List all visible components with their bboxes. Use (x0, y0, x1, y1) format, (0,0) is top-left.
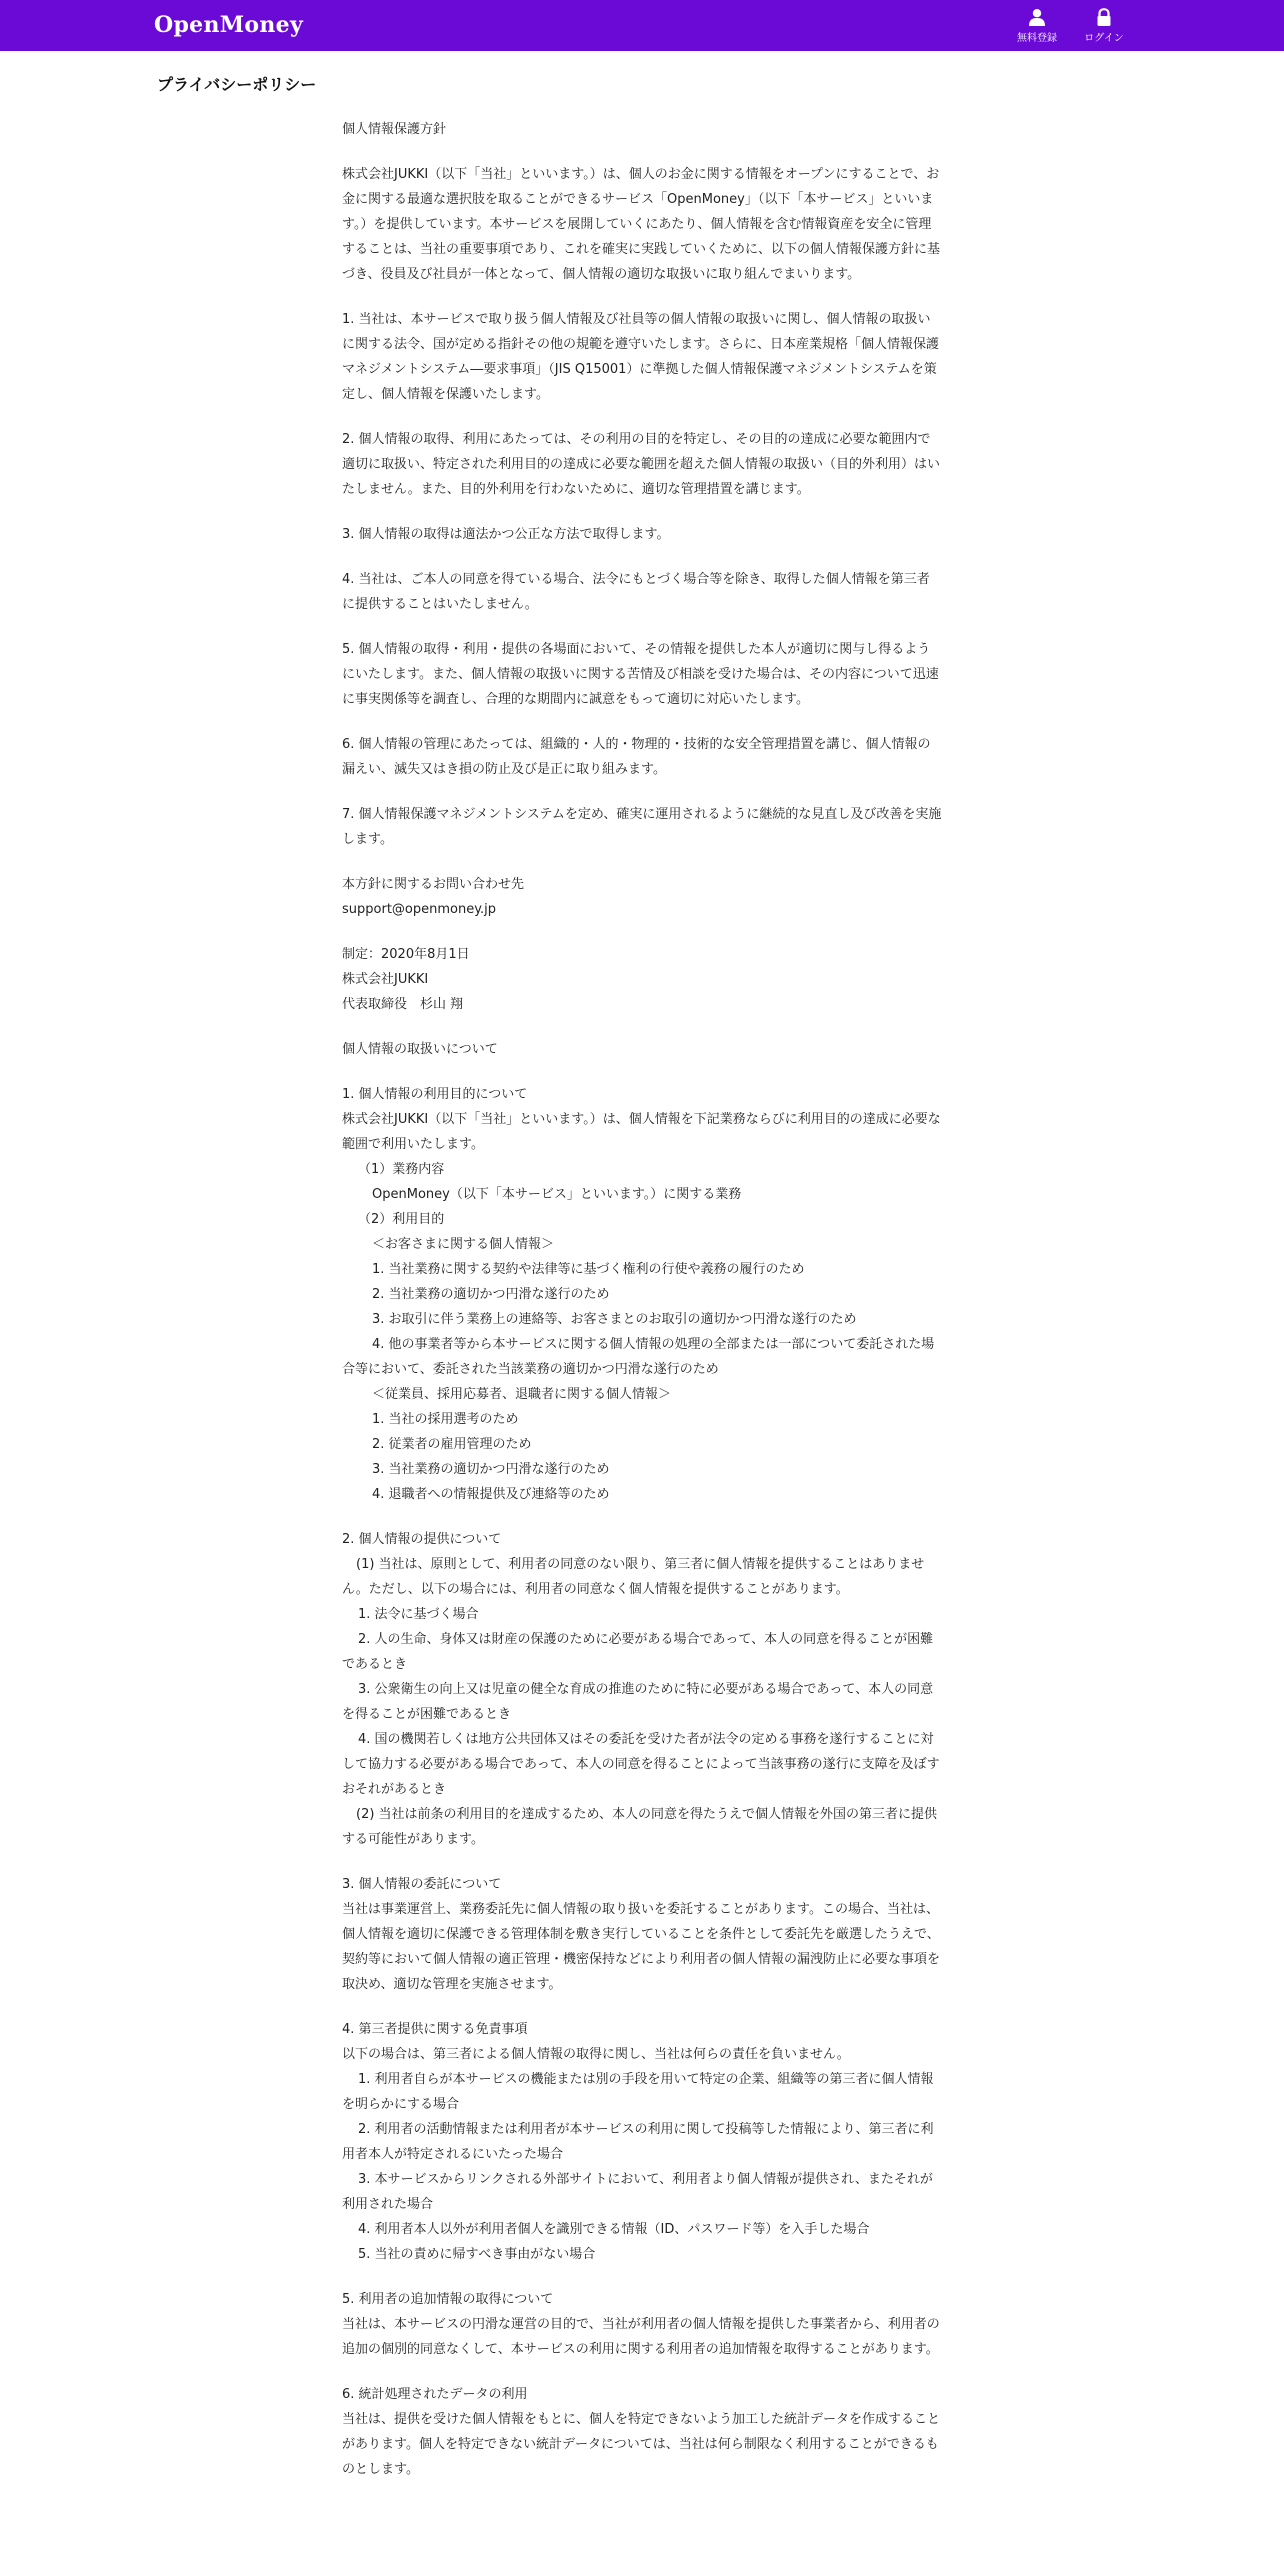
section-purpose (342, 1082, 942, 1507)
contact-email[interactable]: support@openmoney.jp (342, 902, 497, 917)
policy-item: 6. 個人情報の管理にあたっては、組織的・人的・物理的・技術的な安全管理措置を講じ、個人情報の漏えい、滅失又はき損の防止及び是正に取り組みます。 (342, 737, 931, 777)
section-outsourcing (342, 1872, 942, 1997)
section-body: 当社は、本サービスの円滑な運営の目的で、当社が利用者の個人情報を提供した事業者から、利用者の追加の個別的同意なくして、本サービスの利用に関する利用者の追加情報を取得することがあります。 (342, 2317, 940, 2357)
company-name: 株式会社JUKKI (342, 972, 429, 987)
section-title: 6. 統計処理されたデータの利用 (342, 2387, 528, 2402)
list-item: 2. 従業者の雇用管理のため (372, 1437, 532, 1452)
user-icon (1009, 8, 1065, 26)
policy-content (342, 117, 942, 2502)
customer-label: ＜お客さまに関する個人情報＞ (372, 1237, 555, 1252)
section-intro: 株式会社JUKKI（以下「当社」といいます。）は、個人情報を下記業務ならびに利用目的の達成に必要な範囲で利用いたします。 (342, 1112, 941, 1152)
signup-button[interactable] (1009, 8, 1065, 44)
list-item: 3. 本サービスからリンクされる外部サイトにおいて、利用者より個人情報が提供され、またそれが利用された場合 (342, 2172, 933, 2212)
list-item: 3. お取引に伴う業務上の連絡等、お客さまとのお取引の適切かつ円滑な遂行のため (372, 1312, 857, 1327)
section-title: 5. 利用者の追加情報の取得について (342, 2292, 554, 2307)
logo[interactable]: OpenMoney (154, 12, 304, 38)
policy-item: 5. 個人情報の取得・利用・提供の各場面において、その情報を提供した本人が適切に関与し得るようにいたします。また、個人情報の取扱いに関する苦情及び相談を受けた場合は、その内容について迅速に事実関係等を調査し、合理的な期間内に誠意をもって適切に対応いたします。 (342, 642, 939, 707)
list-item: 2. 利用者の活動情報または利用者が本サービスの利用に関して投稿等した情報により、第三者に利用者本人が特定されるにいたった場合 (342, 2122, 934, 2162)
list-item: 1. 法令に基づく場合 (358, 1607, 479, 1622)
top-navbar (0, 0, 1284, 51)
list-item: 3. 当社業務の適切かつ円滑な遂行のため (372, 1462, 610, 1477)
section-paragraph: (1) 当社は、原則として、利用者の同意のない限り、第三者に個人情報を提供することはありません。ただし、以下の場合には、利用者の同意なく個人情報を提供することがあります。 (342, 1557, 925, 1597)
established-date: 制定：2020年8月1日 (342, 947, 470, 962)
section-disclaimer (342, 2017, 942, 2267)
list-item: 2. 当社業務の適切かつ円滑な遂行のため (372, 1287, 610, 1302)
handling-heading: 個人情報の取扱いについて (342, 1042, 498, 1057)
section-title: 4. 第三者提供に関する免責事項 (342, 2022, 528, 2037)
policy-item: 1. 当社は、本サービスで取り扱う個人情報及び社員等の個人情報の取扱いに関し、個人情報の取扱いに関する法令、国が定める指針その他の規範を遵守いたします。さらに、日本産業規格「個人情報保護マネジメントシステム―要求事項」（JIS Q15001）に準拠した個人情報保護マネジメントシステムを策定し、個人情報を保護いたします。 (342, 312, 939, 402)
policy-item: 3. 個人情報の取得は適法かつ公正な方法で取得します。 (342, 527, 670, 542)
list-item: 2. 人の生命、身体又は財産の保護のために必要がある場合であって、本人の同意を得ることが困難であるとき (342, 1632, 934, 1672)
business-text: OpenMoney（以下「本サービス」といいます。）に関する業務 (372, 1187, 742, 1202)
list-item: 1. 当社業務に関する契約や法律等に基づく権利の行使や義務の履行のため (372, 1262, 805, 1277)
policy-item: 4. 当社は、ご本人の同意を得ている場合、法令にもとづく場合等を除き、取得した個人情報を第三者に提供することはいたしません。 (342, 572, 930, 612)
signup-label: 無料登録 (1017, 33, 1057, 44)
section-intro: 以下の場合は、第三者による個人情報の取得に関し、当社は何らの責任を負いません。 (342, 2047, 850, 2062)
section-statistics (342, 2382, 942, 2482)
section-title: 3. 個人情報の委託について (342, 1877, 502, 1892)
login-label: ログイン (1084, 33, 1124, 44)
contact-label: 本方針に関するお問い合わせ先 (342, 877, 525, 892)
list-item: 4. 退職者への情報提供及び連絡等のため (372, 1487, 610, 1502)
policy-item: 7. 個人情報保護マネジメントシステムを定め、確実に運用されるように継続的な見直し及び改善を実施します。 (342, 807, 942, 847)
representative: 代表取締役 杉山 翔 (342, 997, 464, 1012)
policy-intro: 株式会社JUKKI（以下「当社」といいます。）は、個人のお金に関する情報をオープンにすることで、お金に関する最適な選択肢を取ることができるサービス「OpenMoney」（以下「本サービス」といいます。）を提供しています。本サービスを展開していくにあたり、個人情報を含む情報資産を安全に管理することは、当社の重要事項であり、これを確実に実践していくために、以下の個人情報保護方針に基づき、役員及び社員が一体となって、個人情報の適切な取扱いに取り組んでまいります。 (342, 167, 941, 282)
policy-heading: 個人情報保護方針 (342, 122, 447, 137)
section-title: 2. 個人情報の提供について (342, 1532, 502, 1547)
list-item: 5. 当社の責めに帰すべき事由がない場合 (358, 2247, 596, 2262)
list-item: 3. 公衆衛生の向上又は児童の健全な育成の推進のために特に必要がある場合であって、本人の同意を得ることが困難であるとき (342, 1682, 934, 1722)
signature-block (342, 942, 942, 1017)
section-title: 1. 個人情報の利用目的について (342, 1087, 528, 1102)
contact-block (342, 872, 942, 922)
list-item: 1. 利用者自らが本サービスの機能または別の手段を用いて特定の企業、組織等の第三者に個人情報を明らかにする場合 (342, 2072, 934, 2112)
purpose-label: （2）利用目的 (358, 1212, 445, 1227)
list-item: 4. 利用者本人以外が利用者個人を識別できる情報（ID、パスワード等）を入手した場合 (358, 2222, 870, 2237)
list-item: 1. 当社の採用選考のため (372, 1412, 519, 1427)
lock-icon (1076, 8, 1132, 26)
staff-label: ＜従業員、採用応募者、退職者に関する個人情報＞ (372, 1387, 672, 1402)
list-item: 4. 他の事業者等から本サービスに関する個人情報の処理の全部または一部について委託された場合等において、委託された当該業務の適切かつ円滑な遂行のため (342, 1337, 935, 1377)
section-additional-info (342, 2287, 942, 2362)
section-body: 当社は事業運営上、業務委託先に個人情報の取り扱いを委託することがあります。この場合、当社は、個人情報を適切に保護できる管理体制を敷き実行していることを条件として委託先を厳選したうえで、契約等において個人情報の適正管理・機密保持などにより利用者の個人情報の漏洩防止に必要な事項を取決め、適切な管理を実施させます。 (342, 1902, 941, 1992)
list-item: 4. 国の機関若しくは地方公共団体又はその委託を受けた者が法令の定める事務を遂行することに対して協力する必要がある場合であって、本人の同意を得ることによって当該事務の遂行に支障を及ぼすおそれがあるとき (342, 1732, 940, 1797)
section-provision (342, 1527, 942, 1852)
page-title: プライバシーポリシー (157, 75, 317, 94)
login-button[interactable] (1076, 8, 1132, 44)
section-paragraph: (2) 当社は前条の利用目的を達成するため、本人の同意を得たうえで個人情報を外国の第三者に提供する可能性があります。 (342, 1807, 938, 1847)
policy-item: 2. 個人情報の取得、利用にあたっては、その利用の目的を特定し、その目的の達成に必要な範囲内で適切に取扱い、特定された利用目的の達成に必要な範囲を超えた個人情報の取扱い（目的外利用）はいたしません。また、目的外利用を行わないために、適切な管理措置を講じます。 (342, 432, 941, 497)
section-body: 当社は、提供を受けた個人情報をもとに、個人を特定できないよう加工した統計データを作成することがあります。個人を特定できない統計データについては、当社は何ら制限なく利用することができるものとします。 (342, 2412, 941, 2477)
business-label: （1）業務内容 (358, 1162, 445, 1177)
